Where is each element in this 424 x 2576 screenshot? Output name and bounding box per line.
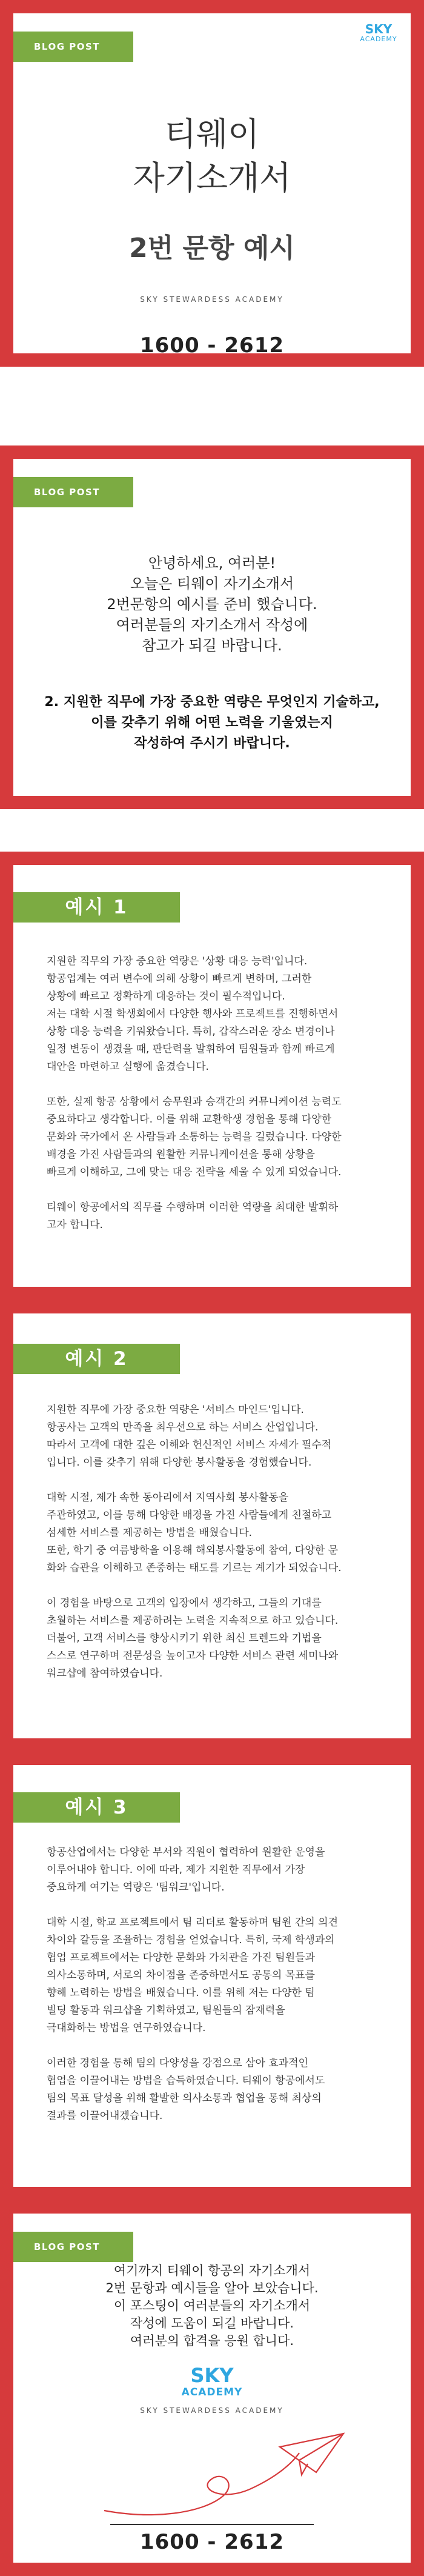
blog-post-tag: BLOG POST — [13, 2232, 133, 2262]
example-2-label: 예시 2 — [13, 1344, 180, 1374]
example-1-label: 예시 1 — [13, 892, 180, 923]
sky-academy-logo: SKY ACADEMY — [360, 22, 397, 43]
intro-question: 2. 지원한 직무에 가장 중요한 역량은 무엇인지 기술하고, 이를 갖추기 위해 어떤 노력을 기울였는지 작성하여 주시기 바랍니다. — [44, 695, 380, 751]
example-1-body — [47, 953, 377, 1252]
outro-phone: 1600 - 2612 — [139, 2530, 285, 2554]
paragraph: 이 경험을 바탕으로 고객의 입장에서 생각하고, 그들의 기대를 초월하는 서비스를 제공하려는 노력을 지속적으로 하고 있습니다. 더불어, 고객 서비스를 향상시키기 위한 최신 트렌드와 기법을 스스로 연구하며 전문성을 높이고자 다양한 서비스 관련 세미나와 워크샵에 참여하였습니다. — [47, 1597, 339, 1680]
cover-subtitle: 2번 문항 예시 — [129, 233, 295, 264]
example-3-card — [0, 1752, 424, 2200]
intro-panel — [13, 459, 411, 796]
example-2-body — [47, 1401, 377, 1700]
cover-academy-name: SKY STEWARDESS ACADEMY — [140, 295, 284, 304]
paragraph: 지원한 직무에 가장 중요한 역량은 '서비스 마인드'입니다. 항공사는 고객의 만족을 최우선으로 하는 서비스 산업입니다. 따라서 고객에 대한 깊은 이해와 헌신적인 서비스 자세가 필수적 입니다. 이를 갖추기 위해 다양한 봉사활동을 경험했습니다. — [47, 1404, 332, 1469]
example-3-panel — [13, 1765, 411, 2187]
paragraph: 대학 시절, 제가 속한 동아리에서 지역사회 봉사활동을 주관하였고, 이를 통해 다양한 배경을 가진 사람들에게 친절하고 섬세한 서비스를 제공하는 방법을 배웠습니다. 또한, 학기 중 여름방학을 이용해 해외봉사활동에 참여, 다양한 문 화와 습관을 이해하고 존중하는 태도를 기르는 계기가 되었습니다. — [47, 1492, 342, 1574]
example-1-card — [0, 852, 424, 1300]
outro-panel — [13, 2214, 411, 2563]
outro-academy-name: SKY STEWARDESS ACADEMY — [140, 2406, 284, 2415]
divider — [110, 2524, 314, 2525]
paragraph: 티웨이 항공에서의 직무를 수행하며 이러한 역량을 최대한 발휘하 고자 합니다. — [47, 1201, 339, 1231]
cover-card — [0, 0, 424, 367]
paragraph: 항공산업에서는 다양한 부서와 직원이 협력하여 원활한 운영을 이루어내야 합니다. 이에 따라, 제가 지원한 직무에서 가장 중요하게 여기는 역량은 '팀워크'입니다. — [47, 1846, 325, 1894]
blog-post-tag: BLOG POST — [13, 477, 133, 507]
outro-card — [0, 2200, 424, 2576]
example-3-label: 예시 3 — [13, 1792, 180, 1823]
paragraph: 또한, 실제 항공 상황에서 승무원과 승객간의 커뮤니케이션 능력도 중요하다고 생각합니다. 이를 위해 교환학생 경험을 통해 다양한 문화와 국가에서 온 사람들과 소통하는 능력을 길렀습니다. 다양한 배경을 가진 사람들과의 원활한 커뮤니케이션을 통해 상황을 빠르게 이해하고, 그에 맞는 대응 전략을 세울 수 있게 되었습니다. — [47, 1096, 342, 1178]
outro-message: 여기까지 티웨이 항공의 자기소개서 2번 문항과 예시들을 알아 보았습니다. 이 포스팅이 여러분들의 자기소개서 작성에 도움이 되길 바랍니다. 여러분의 합격을 응원 합니다. — [105, 2263, 319, 2348]
cover-panel — [13, 13, 411, 358]
paragraph: 이러한 경험을 통해 팀의 다양성을 강점으로 삼아 효과적인 협업을 이끌어내는 방법을 습득하였습니다. 티웨이 항공에서도 팀의 목표 달성을 위해 활발한 의사소통과 협업을 통해 최상의 결과를 이끌어내겠습니다. — [47, 2057, 325, 2122]
example-2-card — [0, 1300, 424, 1752]
example-1-panel — [13, 865, 411, 1287]
paragraph: 지원한 직무의 가장 중요한 역량은 '상황 대응 능력'입니다. 항공업계는 여러 변수에 의해 상황이 빠르게 변하며, 그러한 상황에 빠르고 정확하게 대응하는 것이 필수적입니다. 저는 대학 시절 학생회에서 다양한 행사와 프로젝트를 진행하면서 상황 대응 능력을 키워왔습니다. 특히, 갑작스러운 장소 변경이나 일정 변동이 생겼을 때, 판단력을 발휘하여 팀원들과 함께 빠르게 대안을 마련하고 실행에 옮겼습니다. — [47, 955, 339, 1073]
example-2-panel — [13, 1313, 411, 1738]
intro-card — [0, 445, 424, 809]
paper-plane-icon — [98, 2429, 353, 2520]
blog-post-tag: BLOG POST — [13, 32, 133, 62]
cover-title-line1: 티웨이 — [164, 115, 260, 153]
sky-academy-logo: SKY ACADEMY — [181, 2364, 243, 2398]
example-3-body — [47, 1844, 377, 2143]
intro-greeting: 안녕하세요, 여러분! 오늘은 티웨이 자기소개서 2번문항의 예시를 준비 했습니다. 여러분들의 자기소개서 작성에 참고가 되길 바랍니다. — [107, 555, 317, 654]
cover-phone: 1600 - 2612 — [139, 333, 285, 358]
cover-title-line2: 자기소개서 — [133, 159, 291, 197]
paragraph: 대학 시절, 학교 프로젝트에서 팀 리더로 활동하며 팀원 간의 의견 차이와 갈등을 조율하는 경험을 얻었습니다. 특히, 국제 학생과의 협업 프로젝트에서는 다양한 문화와 가치관을 가진 팀원들과 의사소통하며, 서로의 차이점을 존중하면서도 공통의 목표를 향해 노력하는 방법을 배웠습니다. 이를 위해 저는 다양한 팀 빌딩 활동과 워크샵을 기획하였고, 팀원들의 잠재력을 극대화하는 방법을 연구하였습니다. — [47, 1917, 339, 2034]
